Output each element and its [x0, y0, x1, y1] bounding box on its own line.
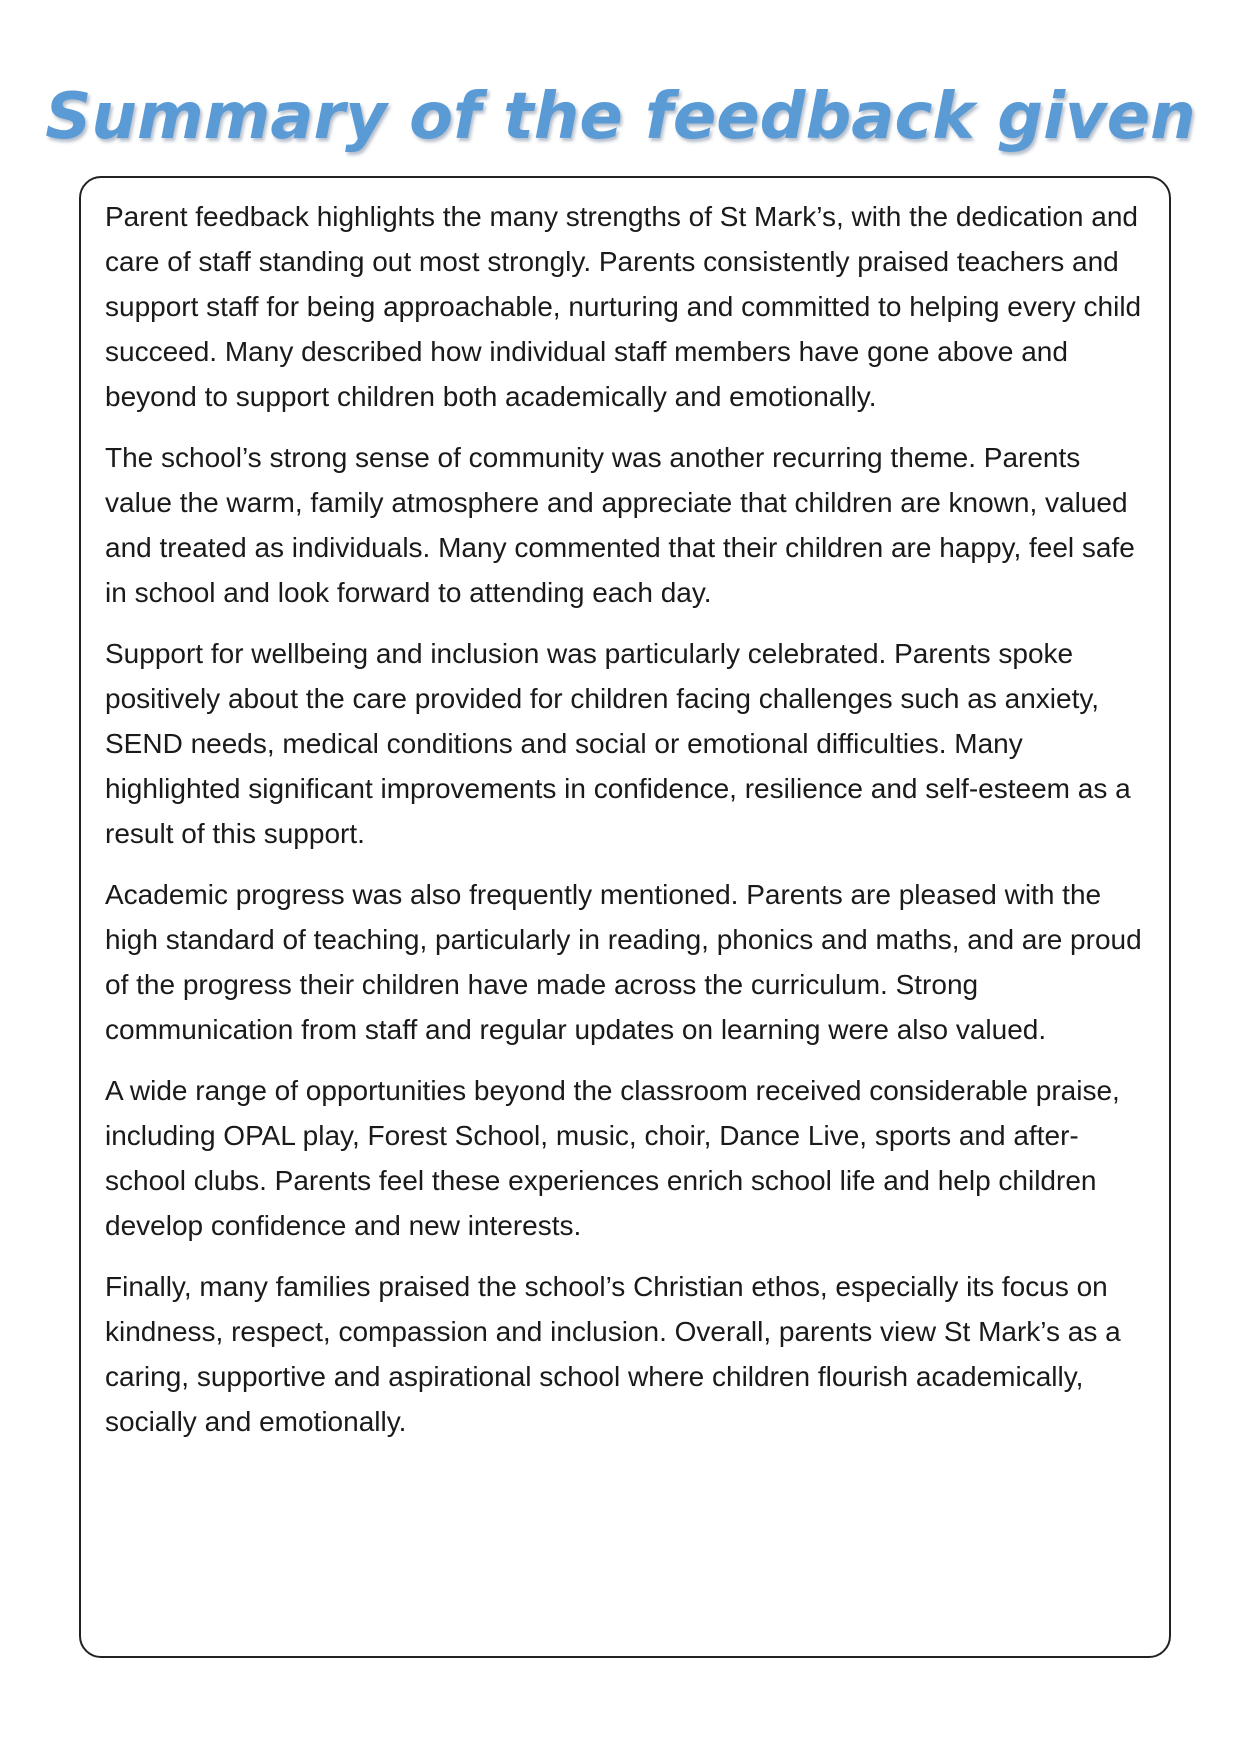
paragraph-academic-progress: Academic progress was also frequently mentioned. Parents are pleased with the high standard of teaching, particularly in reading, phonics and maths, and are proud of the progress their children have made across the curriculum. Strong communication from staff and regular updates on learning were also valued. [105, 879, 1142, 1045]
feedback-summary-box [79, 176, 1171, 1658]
paragraph-staff-dedication: Parent feedback highlights the many strengths of St Mark’s, with the dedication and care of staff standing out most strongly. Parents consistently praised teachers and support staff for being approachable, nurturing and committed to helping every child succeed. Many described how individual staff members have gone above and beyond to support children both academically and emotionally. [105, 201, 1142, 412]
paragraph-wellbeing-inclusion: Support for wellbeing and inclusion was particularly celebrated. Parents spoke positively about the care provided for children facing challenges such as anxiety, SEND needs, medical conditions and social or emotional difficulties. Many highlighted significant improvements in confidence, resilience and self-esteem as a result of this support. [105, 638, 1131, 849]
paragraph-opportunities: A wide range of opportunities beyond the classroom received considerable praise, including OPAL play, Forest School, music, choir, Dance Live, sports and after-school clubs. Parents feel these experiences enrich school life and help children develop confidence and new interests. [105, 1075, 1120, 1241]
page-title: Summary of the feedback given [45, 80, 1196, 154]
paragraph-community: The school’s strong sense of community was another recurring theme. Parents value the warm, family atmosphere and appreciate that children are known, valued and treated as individuals. Many commented that their children are happy, feel safe in school and look forward to attending each day. [105, 442, 1135, 608]
paragraph-christian-ethos: Finally, many families praised the school’s Christian ethos, especially its focus on kindness, respect, compassion and inclusion. Overall, parents view St Mark’s as a caring, supportive and aspirational school where children flourish academically, socially and emotionally. [105, 1271, 1121, 1437]
